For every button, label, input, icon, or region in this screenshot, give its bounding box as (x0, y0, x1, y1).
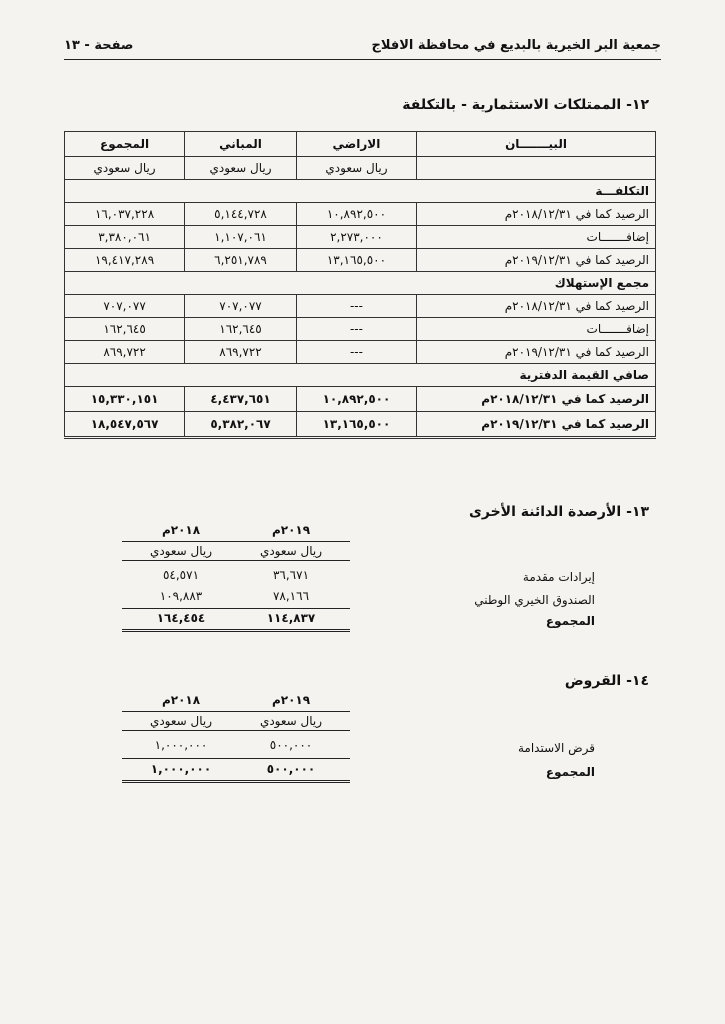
value-cell: ٧٨,١٦٦ (272, 589, 310, 603)
total-label: المجموع (545, 765, 595, 779)
group-title-row (65, 180, 656, 203)
total-2018: ١,٠٠٠,٠٠٠ (150, 762, 212, 776)
table-row (65, 249, 656, 272)
value-cell: ٣,٣٨٠,٠٦١ (65, 226, 185, 249)
value-cell: --- (296, 318, 416, 341)
subtotal-line (122, 608, 240, 609)
col-statement: البيـــــــان (417, 132, 656, 157)
value-cell: ٥٤,٥٧١ (162, 568, 200, 582)
value-cell: --- (296, 295, 416, 318)
total-double-line (232, 780, 350, 783)
value-cell: ٣٦,٦٧١ (272, 568, 310, 582)
total-2018: ١٦٤,٤٥٤ (156, 611, 206, 625)
header-rule (64, 59, 661, 60)
page-header (64, 36, 661, 58)
row-label: إضافـــــــات (417, 226, 656, 249)
value-cell: ٥,١٤٤,٧٢٨ (185, 203, 297, 226)
row-label: الرصيد كما في ٢٠١٨/١٢/٣١م (417, 203, 656, 226)
total-2019: ٥٠٠,٠٠٠ (266, 762, 316, 776)
row-label: إيرادات مقدمة (522, 570, 595, 584)
investment-properties-table (64, 131, 656, 439)
year-2018-header: ٢٠١٨م (161, 523, 201, 537)
value-cell: ١٦٢,٦٤٥ (185, 318, 297, 341)
row-label: قرض الاستدامة (517, 741, 595, 755)
group-net-book-value-title: صافي القيمة الدفترية (65, 364, 656, 387)
table-row (65, 318, 656, 341)
value-cell: ٥,٣٨٢,٠٦٧ (185, 412, 297, 438)
year-2019-header: ٢٠١٩م (271, 693, 311, 707)
table-row (65, 341, 656, 364)
value-cell: ١٣,١٦٥,٥٠٠ (296, 412, 416, 438)
table-header-row (65, 132, 656, 157)
group-title-row (65, 364, 656, 387)
value-cell: ١٦,٠٣٧,٢٢٨ (65, 203, 185, 226)
table-row (65, 295, 656, 318)
row-label: الصندوق الخيري الوطني (474, 593, 595, 607)
unit-2018: ريال سعودي (122, 711, 240, 731)
value-cell: ١٥,٣٣٠,١٥١ (65, 387, 185, 412)
unit-buildings: ريال سعودي (185, 157, 297, 180)
row-label: الرصيد كما في ٢٠١٩/١٢/٣١م (417, 412, 656, 438)
unit-2018: ريال سعودي (122, 541, 240, 561)
value-cell: ١,١٠٧,٠٦١ (185, 226, 297, 249)
value-cell: ١٣,١٦٥,٥٠٠ (296, 249, 416, 272)
value-cell: ٧٠٧,٠٧٧ (185, 295, 297, 318)
col-total: المجموع (65, 132, 185, 157)
table-row (65, 226, 656, 249)
subtotal-line (232, 608, 350, 609)
table-row (65, 387, 656, 412)
year-2019-header: ٢٠١٩م (271, 523, 311, 537)
value-cell: ١,٠٠٠,٠٠٠ (154, 738, 208, 752)
group-cost-title: التكلفـــة (65, 180, 656, 203)
row-label: الرصيد كما في ٢٠١٩/١٢/٣١م (417, 341, 656, 364)
unit-land: ريال سعودي (296, 157, 416, 180)
col-land: الاراضي (296, 132, 416, 157)
value-cell: ١٦٢,٦٤٥ (65, 318, 185, 341)
total-2019: ١١٤,٨٣٧ (266, 611, 316, 625)
unit-empty (417, 157, 656, 180)
unit-2019: ريال سعودي (232, 711, 350, 731)
group-depreciation-title: مجمع الإستهلاك (65, 272, 656, 295)
unit-2019: ريال سعودي (232, 541, 350, 561)
subtotal-line (122, 758, 240, 759)
table-row (65, 412, 656, 438)
row-label: الرصيد كما في ٢٠١٨/١٢/٣١م (417, 387, 656, 412)
value-cell: ٤,٤٣٧,٦٥١ (185, 387, 297, 412)
value-cell: ٦,٢٥١,٧٨٩ (185, 249, 297, 272)
value-cell: --- (296, 341, 416, 364)
unit-total: ريال سعودي (65, 157, 185, 180)
value-cell: ٨٦٩,٧٢٢ (185, 341, 297, 364)
total-double-line (122, 629, 240, 632)
value-cell: ١٠,٨٩٢,٥٠٠ (296, 387, 416, 412)
section-13-title: ١٣- الأرصدة الدائنة الأخرى (469, 504, 649, 520)
unit-row (65, 157, 656, 180)
value-cell: ١٠,٨٩٢,٥٠٠ (296, 203, 416, 226)
value-cell: ٧٠٧,٠٧٧ (65, 295, 185, 318)
section-14-title: ١٤- القروض (564, 673, 649, 689)
value-cell: ١٨,٥٤٧,٥٦٧ (65, 412, 185, 438)
row-label: الرصيد كما في ٢٠١٨/١٢/٣١م (417, 295, 656, 318)
table-row (65, 203, 656, 226)
row-label: إضافـــــــات (417, 318, 656, 341)
page-number: صفحة - ١٣ (64, 38, 134, 53)
total-double-line (122, 780, 240, 783)
section-12-title: ١٢- الممتلكات الاستثمارية - بالتكلفة (402, 97, 649, 113)
header-title: جمعية البر الخيرية بالبديع في محافظة الافلاج (371, 38, 661, 53)
value-cell: ٨٦٩,٧٢٢ (65, 341, 185, 364)
row-label: الرصيد كما في ٢٠١٩/١٢/٣١م (417, 249, 656, 272)
value-cell: ٥٠٠,٠٠٠ (269, 738, 313, 752)
value-cell: ١٩,٤١٧,٢٨٩ (65, 249, 185, 272)
total-label: المجموع (545, 614, 595, 628)
year-2018-header: ٢٠١٨م (161, 693, 201, 707)
group-title-row (65, 272, 656, 295)
value-cell: ٢,٢٧٣,٠٠٠ (296, 226, 416, 249)
col-buildings: المباني (185, 132, 297, 157)
subtotal-line (232, 758, 350, 759)
value-cell: ١٠٩,٨٨٣ (159, 589, 203, 603)
total-double-line (232, 629, 350, 632)
